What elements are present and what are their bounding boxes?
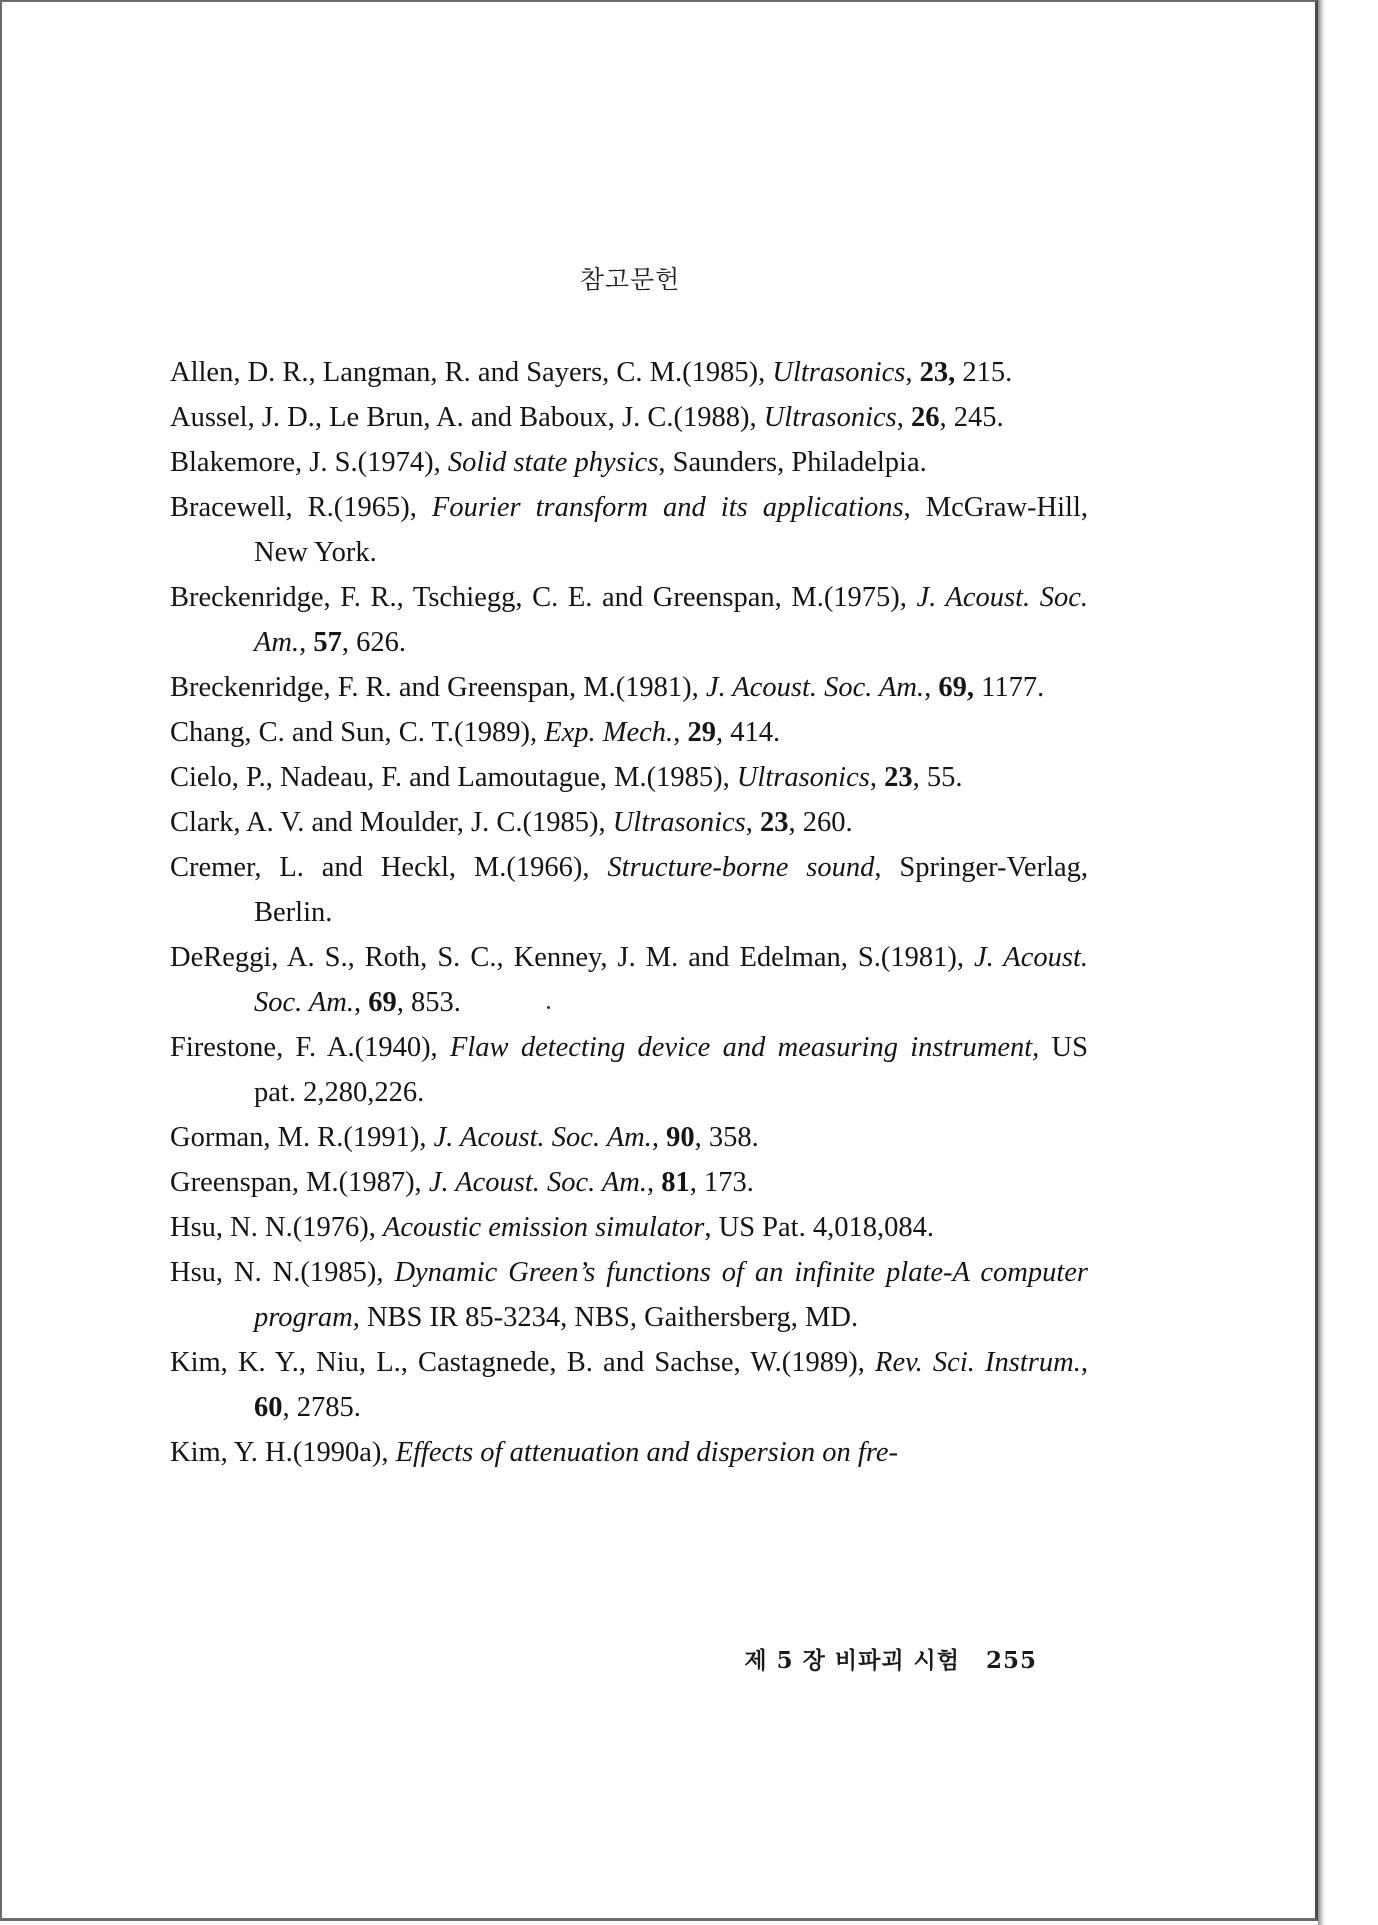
reference-entry	[170, 665, 1088, 710]
reference-text: Firestone, F. A.(1940),	[170, 1032, 450, 1063]
reference-text: 215.	[955, 357, 1013, 388]
reference-title: Acoustic emission simulator	[382, 1212, 705, 1243]
reference-text: , 2785.	[282, 1392, 361, 1423]
reference-entry	[170, 440, 1088, 485]
page-edge-shadow	[1318, 0, 1326, 1925]
reference-volume: 23	[884, 762, 913, 793]
reference-text: Allen, D. R., Langman, R. and Sayers, C. M.(1985),	[170, 357, 773, 388]
reference-title: Exp. Mech.	[544, 717, 674, 748]
reference-text: ,	[896, 402, 911, 433]
reference-text: , US Pat. 4,018,084.	[704, 1212, 934, 1243]
reference-text: Aussel, J. D., Le Brun, A. and Baboux, J. C.(1988),	[170, 402, 764, 433]
reference-text: DeReggi, A. S., Roth, S. C., Kenney, J. M. and Edelman, S.(1981),	[170, 942, 975, 973]
reference-text: , 260.	[788, 807, 853, 838]
reference-volume: 81	[661, 1167, 690, 1198]
reference-text: Breckenridge, F. R. and Greenspan, M.(1981),	[170, 672, 706, 703]
reference-text: Cremer, L. and Heckl, M.(1966),	[170, 852, 608, 883]
reference-text: , Springer-Verlag, Berlin.	[254, 852, 1089, 928]
reference-text: , 173.	[689, 1167, 754, 1198]
scan-speck	[547, 1006, 550, 1009]
reference-text: , Saunders, Philadelpia.	[658, 447, 927, 478]
reference-text: Cielo, P., Nadeau, F. and Lamoutague, M.(1985),	[170, 762, 737, 793]
reference-entry	[170, 1115, 1088, 1160]
reference-text: , 414.	[715, 717, 781, 748]
reference-text: Blakemore, J. S.(1974),	[170, 447, 448, 478]
reference-entry	[170, 350, 1088, 395]
reference-entry	[170, 1340, 1088, 1430]
reference-volume: 26	[910, 402, 940, 433]
reference-title: Ultrasonics	[612, 807, 746, 838]
reference-text: Clark, A. V. and Moulder, J. C.(1985),	[170, 807, 613, 838]
reference-title: Fourier transform and its applications	[431, 492, 904, 523]
reference-text: Gorman, M. R.(1991),	[170, 1122, 434, 1153]
reference-title: J. Acoust. Soc. Am.	[254, 942, 1088, 1018]
reference-volume: 69	[368, 987, 397, 1018]
reference-text: , 853.	[396, 987, 461, 1018]
reference-text: Bracewell, R.(1965),	[170, 492, 432, 523]
reference-title: J. Acoust. Soc. Am.	[433, 1122, 652, 1153]
reference-title: Structure-borne sound	[607, 852, 875, 883]
reference-title: Rev. Sci. Instrum.	[875, 1347, 1081, 1378]
reference-title: Ultrasonics	[763, 402, 897, 433]
reference-entry	[170, 1205, 1088, 1250]
reference-title: Flaw detecting device and measuring instrument,	[449, 1032, 1040, 1063]
reference-text: Kim, Y. H.(1990a),	[170, 1437, 396, 1468]
reference-text: ,	[924, 672, 939, 703]
reference-text: ,	[745, 807, 760, 838]
reference-entry	[170, 1025, 1088, 1115]
reference-title: Ultrasonics	[772, 357, 906, 388]
reference-volume: 23,	[919, 357, 956, 388]
page-number: 255	[985, 1647, 1037, 1674]
reference-text: , McGraw-Hill, New York.	[254, 492, 1089, 568]
reference-text: , 626.	[341, 627, 406, 658]
reference-text: , 358.	[694, 1122, 759, 1153]
reference-volume: 57	[313, 627, 342, 658]
reference-text: ,	[673, 717, 688, 748]
reference-entry	[170, 935, 1088, 1025]
reference-entry	[170, 755, 1088, 800]
reference-text: ,	[647, 1167, 662, 1198]
reference-volume: 60	[254, 1392, 283, 1423]
reference-volume: 69,	[938, 672, 974, 703]
reference-entry	[170, 845, 1088, 935]
reference-text: ,	[905, 357, 920, 388]
reference-title: J. Acoust. Soc. Am.	[428, 1167, 648, 1198]
reference-title: Solid state physics	[447, 447, 659, 478]
reference-entry	[170, 1250, 1088, 1340]
reference-volume: 29	[687, 717, 716, 748]
reference-entry	[170, 1430, 1088, 1475]
reference-title: Effects of attenuation and dispersion on fre-	[395, 1437, 899, 1468]
reference-title: J. Acoust. Soc. Am.	[254, 582, 1088, 658]
reference-text: Breckenridge, F. R., Tschiegg, C. E. and Greenspan, M.(1975),	[170, 582, 917, 613]
reference-volume: 90	[666, 1122, 695, 1153]
reference-title: J. Acoust. Soc. Am.	[705, 672, 925, 703]
reference-entry	[170, 575, 1088, 665]
reference-text: Chang, C. and Sun, C. T.(1989),	[170, 717, 545, 748]
reference-text: ,	[869, 762, 885, 793]
reference-text: ,	[354, 987, 369, 1018]
reference-text: , 245.	[939, 402, 1004, 433]
reference-text: 1177.	[974, 672, 1045, 703]
reference-entry	[170, 395, 1088, 440]
reference-entry	[170, 1160, 1088, 1205]
page-footer	[2, 1642, 1037, 1675]
reference-text: , 55.	[912, 762, 963, 793]
reference-list	[170, 350, 1088, 1475]
reference-text: ,	[1080, 1347, 1088, 1378]
reference-title: Dynamic Green’s functions of an infinite plate-A computer program	[254, 1257, 1088, 1333]
reference-text: Greenspan, M.(1987),	[170, 1167, 429, 1198]
page-heading: 참고문헌	[579, 265, 681, 294]
reference-volume: 23	[759, 807, 789, 838]
chapter-title: 제 5 장 비파괴 시험	[744, 1647, 960, 1674]
reference-text: ,	[299, 627, 314, 658]
reference-entry	[170, 485, 1088, 575]
reference-text: ,	[651, 1122, 667, 1153]
reference-entry	[170, 710, 1088, 755]
reference-title: Ultrasonics	[736, 762, 870, 793]
reference-text: Kim, K. Y., Niu, L., Castagnede, B. and Sachse, W.(1989),	[170, 1347, 876, 1378]
reference-entry	[170, 800, 1088, 845]
reference-text: Hsu, N. N.(1985),	[170, 1257, 395, 1288]
reference-text: US pat. 2,280,226.	[254, 1032, 1088, 1108]
reference-text: , NBS IR 85-3234, NBS, Gaithersberg, MD.	[352, 1302, 859, 1333]
reference-text: Hsu, N. N.(1976),	[170, 1212, 383, 1243]
